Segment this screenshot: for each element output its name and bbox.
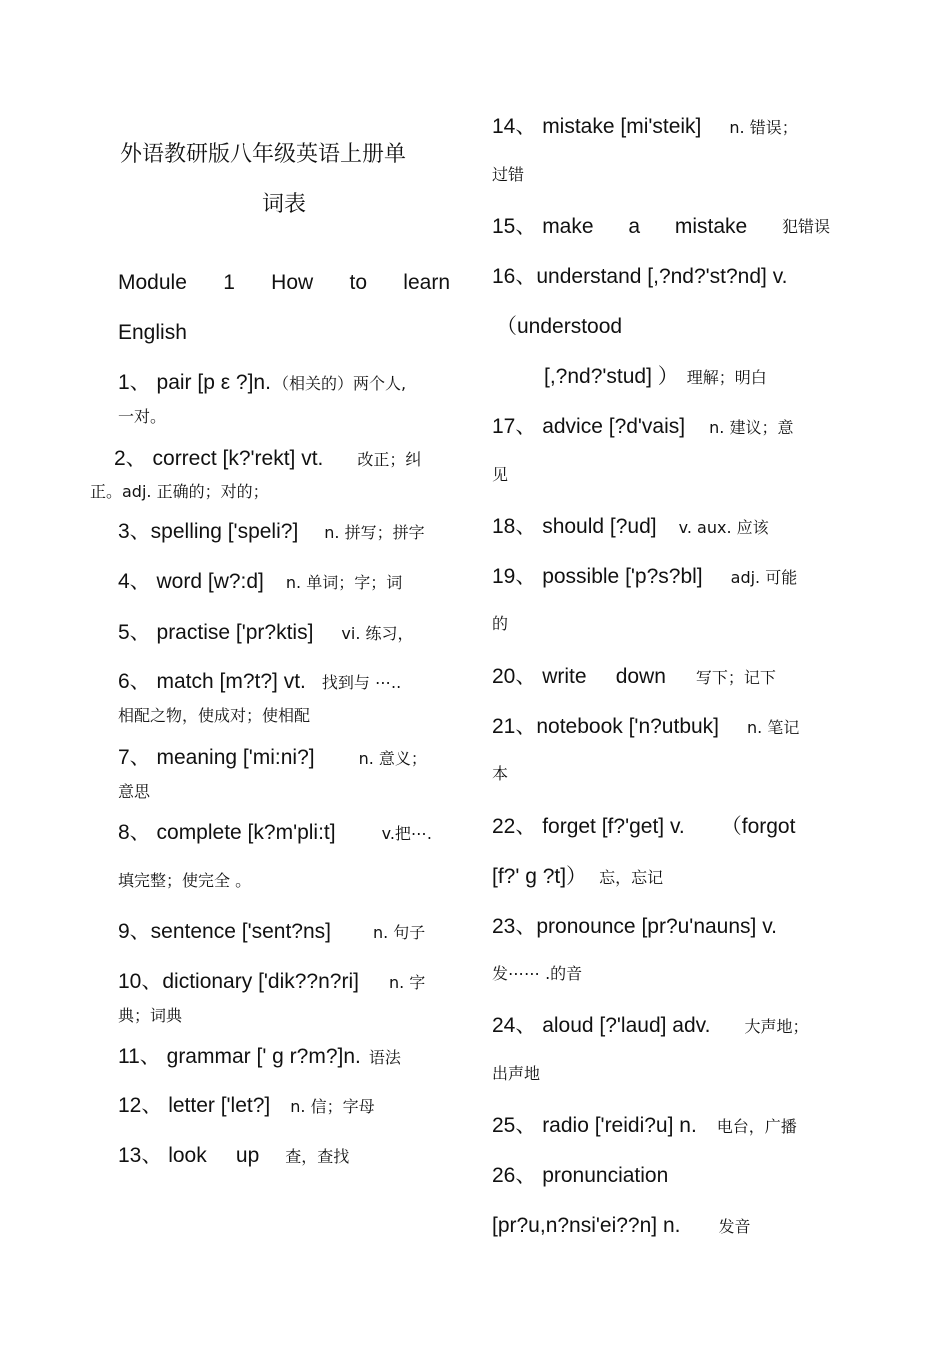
vocab-entry-6 bbox=[118, 669, 401, 696]
module-heading-cont: English bbox=[118, 321, 187, 344]
entry-meaning-cont: 填完整；使完全 。 bbox=[118, 871, 252, 890]
vocab-entry-22 bbox=[492, 814, 795, 840]
entry-word: 9、sentence ['sent?ns] bbox=[118, 920, 331, 943]
entry-word: 14、 mistake [mi'steik] bbox=[492, 115, 702, 138]
entry-meaning: 犯错误 bbox=[781, 217, 830, 236]
entry-meaning-cont: 一对。 bbox=[118, 407, 167, 426]
entry-meaning-cont: 本 bbox=[492, 764, 509, 783]
entry-meaning: n. 建议；意 bbox=[709, 418, 794, 437]
vocab-entry-25 bbox=[492, 1113, 797, 1140]
vocab-entry-22-cont bbox=[492, 864, 663, 891]
vocab-entry-1 bbox=[118, 370, 406, 397]
entry-meaning: 写下；记下 bbox=[695, 668, 776, 687]
vocab-entry-23: 23、pronounce [pr?u'nauns] v. bbox=[492, 915, 777, 938]
vocab-entry-5 bbox=[118, 620, 414, 647]
title-line-1: 外语教研版八年级英语上册单 bbox=[120, 142, 407, 167]
entry-meaning: n. 笔记 bbox=[747, 718, 800, 737]
vocab-entry-19 bbox=[492, 564, 797, 591]
entry-meaning-cont: 的 bbox=[492, 614, 509, 633]
entry-word: 13、 look up bbox=[118, 1144, 260, 1167]
entry-meaning: 忘，忘记 bbox=[599, 868, 664, 887]
vocab-entry-9 bbox=[118, 919, 425, 946]
entry-word: 7、 meaning ['mi:ni?] bbox=[118, 746, 315, 769]
entry-word: [f?' ɡ ?t]） bbox=[492, 865, 588, 888]
vocab-entry-12 bbox=[118, 1093, 375, 1120]
entry-meaning-cont: 见 bbox=[492, 465, 509, 484]
entry-meaning: 电台，广播 bbox=[716, 1117, 797, 1136]
entry-word: 12、 letter ['let?] bbox=[118, 1094, 271, 1117]
vocab-entry-7 bbox=[118, 745, 427, 772]
entry-word: 17、 advice [?d'vais] bbox=[492, 415, 686, 438]
entry-word: 25、 radio ['reidi?u] n. bbox=[492, 1114, 697, 1137]
vocab-entry-20 bbox=[492, 664, 776, 691]
entry-meaning-cont: 出声地 bbox=[492, 1064, 541, 1083]
entry-meaning: n. 字 bbox=[388, 973, 426, 992]
entry-word: 20、 write down bbox=[492, 665, 666, 688]
entry-word: mistake bbox=[674, 215, 748, 238]
title-line-2: 词表 bbox=[262, 192, 307, 217]
vocab-entry-14 bbox=[492, 114, 798, 141]
vocab-entry-24 bbox=[492, 1013, 808, 1040]
vocab-entry-4 bbox=[118, 569, 402, 596]
entry-meaning: 理解；明白 bbox=[686, 368, 767, 387]
entry-word: 21、notebook ['n?utbuk] bbox=[492, 715, 720, 738]
entry-meaning: 发音 bbox=[718, 1217, 751, 1236]
module-word: How bbox=[271, 271, 314, 294]
entry-meaning-cont: 过错 bbox=[492, 165, 525, 184]
entry-word: 1、 pair [p ε ?]n. bbox=[118, 371, 271, 394]
entry-meaning-cont: 相配之物，使成对；使相配 bbox=[118, 706, 311, 725]
entry-meaning: vi. 练习， bbox=[341, 624, 414, 643]
entry-meaning: 找到与 ⋯.. bbox=[321, 673, 402, 692]
entry-word: 22、 forget [f?'get] v. bbox=[492, 815, 685, 838]
entry-word: 24、 aloud [?'laud] adv. bbox=[492, 1014, 711, 1037]
vocab-entry-10 bbox=[118, 969, 425, 996]
vocab-entry-2 bbox=[114, 446, 421, 473]
entry-meaning: n. 句子 bbox=[372, 923, 426, 942]
entry-word: 3、spelling ['speli?] bbox=[118, 520, 299, 543]
module-word: learn bbox=[403, 271, 450, 294]
entry-word: 19、 possible ['p?s?bl] bbox=[492, 565, 703, 588]
vocab-entry-8 bbox=[118, 820, 432, 847]
vocab-entry-3 bbox=[118, 519, 425, 546]
entry-word: 18、 should [?ud] bbox=[492, 515, 657, 538]
entry-meaning: 大声地； bbox=[744, 1017, 809, 1036]
vocab-entry-13 bbox=[118, 1143, 349, 1170]
entry-meaning-cont: 意思 bbox=[118, 782, 151, 801]
entry-meaning: v. aux. 应该 bbox=[678, 518, 769, 537]
entry-meaning: v.把⋯. bbox=[381, 824, 432, 843]
module-heading bbox=[118, 270, 450, 296]
entry-word: 5、 practise ['pr?ktis] bbox=[118, 621, 314, 644]
vocab-entry-26: 26、 pronunciation bbox=[492, 1164, 669, 1187]
entry-meaning-cont: 正。adj. 正确的；对的； bbox=[90, 482, 269, 501]
entry-meaning-cont: 典；词典 bbox=[118, 1006, 183, 1025]
entry-word: 15、 make bbox=[492, 215, 594, 238]
module-word: Module bbox=[118, 271, 187, 294]
entry-meaning: 语法 bbox=[368, 1048, 401, 1067]
entry-meaning: n. 意义； bbox=[358, 749, 427, 768]
entry-meaning-cont: 发⋯⋯ .的音 bbox=[492, 964, 583, 983]
entry-meaning: n. 错误； bbox=[729, 118, 798, 137]
vocab-entry-21 bbox=[492, 714, 799, 741]
vocab-entry-16-cont: （understood bbox=[496, 315, 623, 338]
vocab-entry-15 bbox=[492, 214, 830, 240]
entry-word: 6、 match [m?t?] vt. bbox=[118, 670, 306, 693]
module-word: 1 bbox=[223, 271, 235, 294]
vocab-entry-18 bbox=[492, 514, 769, 541]
module-word: to bbox=[349, 271, 367, 294]
entry-word: 2、 correct [k?'rekt] vt. bbox=[114, 447, 324, 470]
entry-meaning: 查，查找 bbox=[285, 1147, 350, 1166]
entry-word: （forgot bbox=[720, 815, 796, 838]
entry-meaning: n. 拼写；拼字 bbox=[324, 523, 425, 542]
vocab-entry-16-cont bbox=[544, 364, 767, 391]
vocab-entry-16: 16、understand [,?nd?'st?nd] v. bbox=[492, 265, 788, 288]
entry-word: 8、 complete [k?m'pli:t] bbox=[118, 821, 336, 844]
entry-meaning: n. 信；字母 bbox=[290, 1097, 375, 1116]
vocab-entry-26-cont bbox=[492, 1213, 751, 1240]
entry-word: a bbox=[628, 215, 641, 238]
entry-meaning: adj. 可能 bbox=[730, 568, 798, 587]
entry-word: [,?nd?'stud] ） bbox=[544, 365, 679, 388]
entry-word: 4、 word [w?:d] bbox=[118, 570, 264, 593]
entry-word: 10、dictionary ['dik??n?ri] bbox=[118, 970, 359, 993]
entry-meaning: 改正；纠 bbox=[357, 450, 422, 469]
entry-meaning: （相关的）两个人, bbox=[272, 374, 407, 393]
entry-word: 11、 grammar [' ɡ r?m?]n. bbox=[118, 1045, 361, 1068]
vocab-entry-17 bbox=[492, 414, 793, 441]
entry-meaning: n. 单词；字；词 bbox=[285, 573, 403, 592]
entry-word: [pr?u,n?nsi'ei??n] n. bbox=[492, 1214, 681, 1237]
vocab-entry-11 bbox=[118, 1044, 401, 1071]
